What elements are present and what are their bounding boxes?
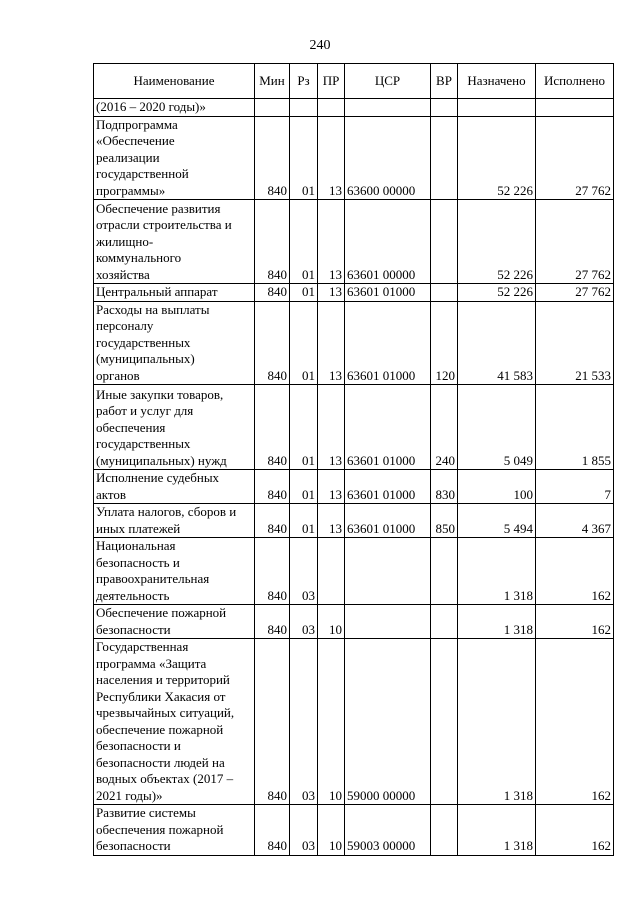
cell-ministry: 840 — [255, 805, 290, 856]
col-header-name: Наименование — [94, 64, 255, 99]
cell-executed: 27 762 — [536, 200, 614, 284]
cell-section: 01 — [290, 200, 318, 284]
budget-table — [93, 63, 614, 856]
cell-ministry: 840 — [255, 504, 290, 538]
cell-name: Подпрограмма «Обеспечение реализации государственной программы» — [94, 116, 255, 200]
cell-subsection: 13 — [318, 504, 345, 538]
cell-assigned: 1 318 — [458, 805, 536, 856]
col-header-subsection: ПР — [318, 64, 345, 99]
cell-executed: 27 762 — [536, 284, 614, 302]
cell-section: 03 — [290, 605, 318, 639]
cell-assigned: 1 318 — [458, 538, 536, 605]
cell-target-article: 63601 01000 — [345, 284, 431, 302]
cell-executed — [536, 99, 614, 117]
cell-name: Развитие системы обеспечения пожарной безопасности — [94, 805, 255, 856]
cell-executed: 1 855 — [536, 385, 614, 470]
cell-section: 03 — [290, 805, 318, 856]
cell-expense-type — [431, 200, 458, 284]
cell-subsection: 10 — [318, 805, 345, 856]
cell-assigned — [458, 99, 536, 117]
cell-name: Исполнение судебных актов — [94, 470, 255, 504]
cell-subsection — [318, 99, 345, 117]
cell-name: Государственная программа «Защита населения и территорий Республики Хакасия от чрезвычайных ситуаций, обеспечение пожарной безопасности и безопасности людей на водных объектах (2017 – 2021 годы)» — [94, 639, 255, 805]
cell-assigned: 52 226 — [458, 116, 536, 200]
cell-section: 01 — [290, 116, 318, 200]
cell-expense-type — [431, 605, 458, 639]
cell-ministry: 840 — [255, 470, 290, 504]
cell-expense-type — [431, 639, 458, 805]
cell-name: Иные закупки товаров, работ и услуг для обеспечения государственных (муниципальных) нужд — [94, 385, 255, 470]
cell-target-article — [345, 605, 431, 639]
cell-ministry: 840 — [255, 284, 290, 302]
cell-name: Национальная безопасность и правоохранительная деятельность — [94, 538, 255, 605]
table-row — [94, 385, 614, 470]
cell-executed: 162 — [536, 605, 614, 639]
cell-subsection: 13 — [318, 385, 345, 470]
cell-name: Центральный аппарат — [94, 284, 255, 302]
cell-assigned: 100 — [458, 470, 536, 504]
cell-executed: 162 — [536, 639, 614, 805]
cell-target-article: 59000 00000 — [345, 639, 431, 805]
cell-section: 01 — [290, 385, 318, 470]
cell-assigned: 1 318 — [458, 639, 536, 805]
cell-ministry: 840 — [255, 200, 290, 284]
table-row — [94, 301, 614, 385]
cell-executed: 4 367 — [536, 504, 614, 538]
table-row — [94, 200, 614, 284]
cell-name: Обеспечение пожарной безопасности — [94, 605, 255, 639]
page-number: 240 — [309, 38, 331, 53]
table-row — [94, 504, 614, 538]
cell-name: Уплата налогов, сборов и иных платежей — [94, 504, 255, 538]
col-header-assigned: Назначено — [458, 64, 536, 99]
cell-subsection: 13 — [318, 301, 345, 385]
cell-executed: 162 — [536, 538, 614, 605]
col-header-executed: Исполнено — [536, 64, 614, 99]
cell-expense-type — [431, 284, 458, 302]
cell-section: 03 — [290, 639, 318, 805]
cell-ministry: 840 — [255, 116, 290, 200]
cell-expense-type: 830 — [431, 470, 458, 504]
cell-target-article: 63601 01000 — [345, 504, 431, 538]
cell-section: 01 — [290, 301, 318, 385]
cell-ministry: 840 — [255, 301, 290, 385]
cell-expense-type — [431, 538, 458, 605]
cell-section: 01 — [290, 284, 318, 302]
cell-subsection: 13 — [318, 470, 345, 504]
col-header-ministry: Мин — [255, 64, 290, 99]
cell-target-article: 63601 01000 — [345, 301, 431, 385]
col-header-expense-type: ВР — [431, 64, 458, 99]
table-row — [94, 805, 614, 856]
cell-subsection: 10 — [318, 605, 345, 639]
cell-target-article: 59003 00000 — [345, 805, 431, 856]
cell-target-article: 63601 01000 — [345, 385, 431, 470]
cell-ministry: 840 — [255, 605, 290, 639]
table-row — [94, 470, 614, 504]
table-row — [94, 99, 614, 117]
cell-expense-type — [431, 116, 458, 200]
cell-expense-type — [431, 99, 458, 117]
cell-name: Расходы на выплаты персоналу государственных (муниципальных) органов — [94, 301, 255, 385]
cell-subsection: 10 — [318, 639, 345, 805]
cell-target-article: 63601 01000 — [345, 470, 431, 504]
cell-target-article: 63600 00000 — [345, 116, 431, 200]
cell-assigned: 41 583 — [458, 301, 536, 385]
cell-target-article — [345, 99, 431, 117]
cell-assigned: 52 226 — [458, 200, 536, 284]
cell-subsection: 13 — [318, 200, 345, 284]
cell-ministry: 840 — [255, 538, 290, 605]
cell-ministry: 840 — [255, 385, 290, 470]
cell-executed: 162 — [536, 805, 614, 856]
cell-executed: 27 762 — [536, 116, 614, 200]
table-header-row — [94, 64, 614, 99]
cell-assigned: 52 226 — [458, 284, 536, 302]
cell-expense-type — [431, 805, 458, 856]
cell-ministry: 840 — [255, 639, 290, 805]
cell-assigned: 5 049 — [458, 385, 536, 470]
table-row — [94, 639, 614, 805]
cell-target-article — [345, 538, 431, 605]
cell-subsection: 13 — [318, 116, 345, 200]
table-row — [94, 116, 614, 200]
table-body — [94, 99, 614, 856]
cell-expense-type: 240 — [431, 385, 458, 470]
cell-subsection: 13 — [318, 284, 345, 302]
cell-section — [290, 99, 318, 117]
col-header-target-article: ЦСР — [345, 64, 431, 99]
cell-ministry — [255, 99, 290, 117]
cell-section: 01 — [290, 504, 318, 538]
cell-expense-type: 850 — [431, 504, 458, 538]
table-row — [94, 538, 614, 605]
cell-expense-type: 120 — [431, 301, 458, 385]
cell-subsection — [318, 538, 345, 605]
cell-target-article: 63601 00000 — [345, 200, 431, 284]
table-row — [94, 284, 614, 302]
table-row — [94, 605, 614, 639]
cell-name: (2016 – 2020 годы)» — [94, 99, 255, 117]
cell-name: Обеспечение развития отрасли строительства и жилищно- коммунального хозяйства — [94, 200, 255, 284]
cell-assigned: 5 494 — [458, 504, 536, 538]
cell-executed: 7 — [536, 470, 614, 504]
cell-assigned: 1 318 — [458, 605, 536, 639]
cell-executed: 21 533 — [536, 301, 614, 385]
col-header-section: Рз — [290, 64, 318, 99]
cell-section: 01 — [290, 470, 318, 504]
cell-section: 03 — [290, 538, 318, 605]
